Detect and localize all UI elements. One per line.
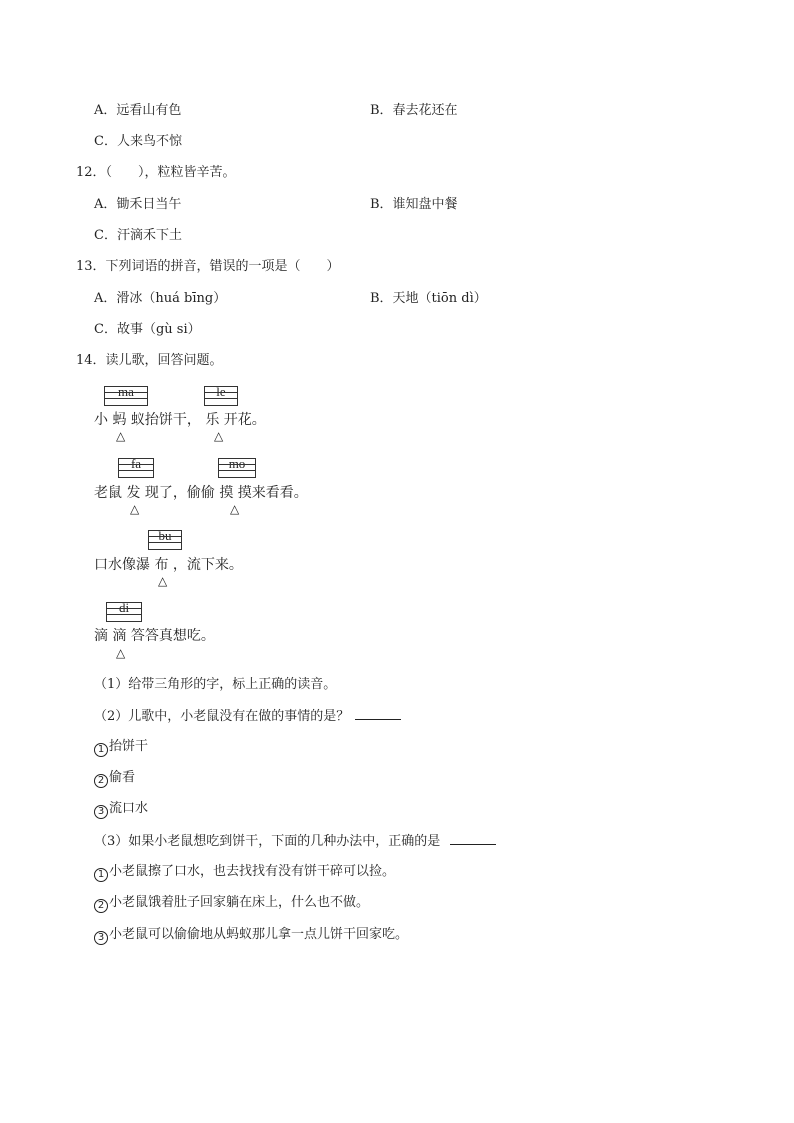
- triangle-mark-icon: △: [116, 429, 126, 443]
- option-text: 偷看: [109, 770, 136, 785]
- pinyin-box-di: di: [106, 602, 142, 622]
- option-text: 小老鼠擦了口水，也去找找有没有饼干碎可以捡。: [109, 864, 396, 879]
- option-text: 抬饼干: [109, 739, 149, 754]
- answer-blank[interactable]: [450, 832, 496, 845]
- option-text: 小老鼠饿着肚子回家躺在床上，什么也不做。: [109, 895, 370, 910]
- triangle-mark-icon: △: [116, 646, 126, 660]
- q12-option-a: A．锄禾日当午: [94, 197, 182, 212]
- q14-sub2: [94, 707, 401, 726]
- pinyin-box-mo: mo: [218, 458, 256, 478]
- q13-option-a: A．滑冰（huá bīng）: [94, 291, 227, 306]
- pinyin-box-fa: fa: [118, 458, 154, 478]
- q14-sub3-option-3: [94, 926, 408, 945]
- q14-sub1: （1）给带三角形的字，标上正确的读音。: [94, 677, 337, 692]
- q12-stem: 12．（ ），粒粒皆辛苦。: [76, 165, 236, 180]
- answer-blank[interactable]: [355, 707, 401, 720]
- triangle-mark-icon: △: [230, 502, 240, 516]
- poem-line-2: 老鼠 发 现了，偷偷 摸 摸来看看。: [94, 485, 308, 501]
- pinyin-box-le: le: [204, 386, 238, 406]
- q11-option-b: B．春去花还在: [370, 103, 458, 118]
- q13-option-c: C．故事（gù si）: [94, 322, 201, 337]
- circled-number: 1: [94, 743, 108, 757]
- triangle-mark-icon: △: [214, 429, 224, 443]
- pinyin-box-bu: bu: [148, 530, 182, 550]
- q12-option-b: B．谁知盘中餐: [370, 197, 458, 212]
- q14-sub3: [94, 832, 496, 851]
- q14-sub2-option-1: [94, 738, 148, 757]
- option-text: 小老鼠可以偷偷地从蚂蚁那儿拿一点儿饼干回家吃。: [109, 927, 409, 942]
- circled-number: 1: [94, 868, 108, 882]
- option-text: 流口水: [109, 801, 149, 816]
- circled-number: 2: [94, 774, 108, 788]
- q13-option-b: B．天地（tiōn dì）: [370, 291, 487, 306]
- q14-sub3-text: （3）如果小老鼠想吃到饼干，下面的几种办法中，正确的是: [94, 834, 441, 849]
- q14-sub2-option-3: [94, 800, 148, 819]
- poem-line-1: 小 蚂 蚁抬饼干， 乐 开花。: [94, 412, 266, 428]
- q13-stem: 13．下列词语的拼音，错误的一项是（ ）: [76, 259, 340, 274]
- circled-number: 3: [94, 931, 108, 945]
- circled-number: 2: [94, 899, 108, 913]
- triangle-mark-icon: △: [130, 502, 140, 516]
- q11-option-a: A．远看山有色: [94, 103, 182, 118]
- q14-stem: 14．读儿歌，回答问题。: [76, 353, 223, 368]
- triangle-mark-icon: △: [158, 574, 168, 588]
- q14-sub2-text: （2）儿歌中，小老鼠没有在做的事情的是？: [94, 709, 350, 724]
- q14-sub3-option-1: [94, 863, 395, 882]
- q14-sub3-option-2: [94, 894, 369, 913]
- poem-line-3: 口水像瀑 布 ，流下来。: [94, 557, 243, 573]
- q12-option-c: C．汗滴禾下土: [94, 228, 182, 243]
- pinyin-box-ma: ma: [104, 386, 148, 406]
- q14-sub2-option-2: [94, 769, 135, 788]
- q11-option-c: C．人来鸟不惊: [94, 134, 182, 149]
- circled-number: 3: [94, 805, 108, 819]
- poem-line-4: 滴 滴 答答真想吃。: [94, 628, 215, 644]
